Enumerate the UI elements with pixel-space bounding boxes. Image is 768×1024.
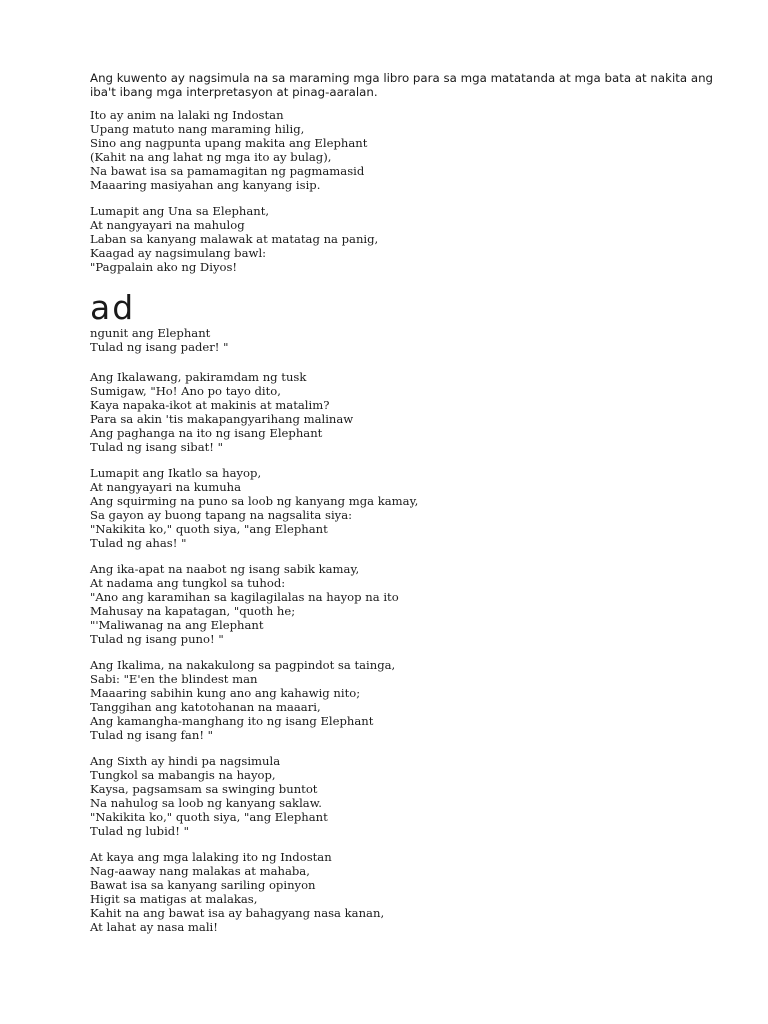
poem-line: At nangyayari na mahulog	[90, 218, 245, 232]
stanza	[90, 466, 740, 550]
stanza	[90, 326, 740, 354]
stanza	[90, 204, 740, 274]
poem-line: Ang Ikalawang, pakiramdam ng tusk	[90, 370, 307, 384]
stanza	[90, 370, 740, 454]
poem-line: "Nakikita ko," quoth siya, "ang Elephant	[90, 810, 328, 824]
document-page	[90, 71, 740, 946]
poem-section-after-ad	[90, 326, 740, 934]
stanza	[90, 754, 740, 838]
poem-line: ngunit ang Elephant	[90, 326, 211, 340]
poem-line: Tulad ng isang fan! "	[90, 728, 213, 742]
intro-paragraph: Ang kuwento ay nagsimula na sa maraming mga libro para sa mga matatanda at mga bata at nakita ang iba't ibang mga interpretasyon at pinag-aaralan.	[90, 71, 714, 99]
poem-line: Tulad ng lubid! "	[90, 824, 189, 838]
poem-line: Kahit na ang bawat isa ay bahagyang nasa kanan,	[90, 906, 385, 920]
poem-line: Mahusay na kapatagan, "quoth he;	[90, 604, 296, 618]
poem-line: Ito ay anim na lalaki ng Indostan	[90, 108, 284, 122]
poem-line: Kaya napaka-ikot at makinis at matalim?	[90, 398, 330, 412]
poem-line: Lumapit ang Una sa Elephant,	[90, 204, 270, 218]
poem-line: Tanggihan ang katotohanan na maaari,	[90, 700, 321, 714]
poem-line: (Kahit na ang lahat ng mga ito ay bulag),	[90, 150, 332, 164]
poem-line: Higit sa matigas at malakas,	[90, 892, 258, 906]
poem-line: Upang matuto nang maraming hilig,	[90, 122, 305, 136]
poem-line: "Pagpalain ako ng Diyos!	[90, 260, 238, 274]
stanza	[90, 850, 740, 934]
poem-line: Tulad ng ahas! "	[90, 536, 187, 550]
poem-line: Tulad ng isang sibat! "	[90, 440, 223, 454]
stanza	[90, 108, 740, 192]
poem-line: Para sa akin 'tis makapangyarihang malinaw	[90, 412, 354, 426]
poem-line: Sa gayon ay buong tapang na nagsalita siya:	[90, 508, 353, 522]
stanza	[90, 658, 740, 742]
poem-line: At kaya ang mga lalaking ito ng Indostan	[90, 850, 332, 864]
poem-line: At nadama ang tungkol sa tuhod:	[90, 576, 286, 590]
poem-line: "'Maliwanag na ang Elephant	[90, 618, 264, 632]
poem-line: "Ano ang karamihan sa kagilagilalas na hayop na ito	[90, 590, 399, 604]
poem-line: Sabi: "E'en the blindest man	[90, 672, 258, 686]
poem-line: Ang Ikalima, na nakakulong sa pagpindot sa tainga,	[90, 658, 396, 672]
poem-line: "Nakikita ko," quoth siya, "ang Elephant	[90, 522, 328, 536]
poem-line: Nag-aaway nang malakas at mahaba,	[90, 864, 310, 878]
poem-line: Na bawat isa sa pamamagitan ng pagmamasid	[90, 164, 365, 178]
ad-label: ad	[90, 288, 136, 327]
poem-line: Tulad ng isang puno! "	[90, 632, 224, 646]
poem-line: Na nahulog sa loob ng kanyang saklaw.	[90, 796, 322, 810]
poem-line: Sino ang nagpunta upang makita ang Elephant	[90, 136, 368, 150]
poem-line: Bawat isa sa kanyang sariling opinyon	[90, 878, 316, 892]
poem-line: Ang kamangha-manghang ito ng isang Elephant	[90, 714, 374, 728]
poem-line: Ang ika-apat na naabot ng isang sabik kamay,	[90, 562, 360, 576]
poem-line: At lahat ay nasa mali!	[90, 920, 218, 934]
poem-line: Laban sa kanyang malawak at matatag na panig,	[90, 232, 379, 246]
poem-line: Tungkol sa mabangis na hayop,	[90, 768, 276, 782]
stanza	[90, 562, 740, 646]
poem-line: Maaaring masiyahan ang kanyang isip.	[90, 178, 321, 192]
poem-line: Ang Sixth ay hindi pa nagsimula	[90, 754, 281, 768]
poem-section-before-ad	[90, 108, 740, 274]
poem-line: Kaagad ay nagsimulang bawl:	[90, 246, 267, 260]
poem-line: At nangyayari na kumuha	[90, 480, 242, 494]
poem-line: Kaysa, pagsamsam sa swinging buntot	[90, 782, 318, 796]
poem-line: Ang paghanga na ito ng isang Elephant	[90, 426, 323, 440]
poem-line: Lumapit ang Ikatlo sa hayop,	[90, 466, 262, 480]
poem-line: Sumigaw, "Ho! Ano po tayo dito,	[90, 384, 281, 398]
poem-line: Ang squirming na puno sa loob ng kanyang mga kamay,	[90, 494, 419, 508]
poem-line: Maaaring sabihin kung ano ang kahawig nito;	[90, 686, 361, 700]
poem-line: Tulad ng isang pader! "	[90, 340, 229, 354]
